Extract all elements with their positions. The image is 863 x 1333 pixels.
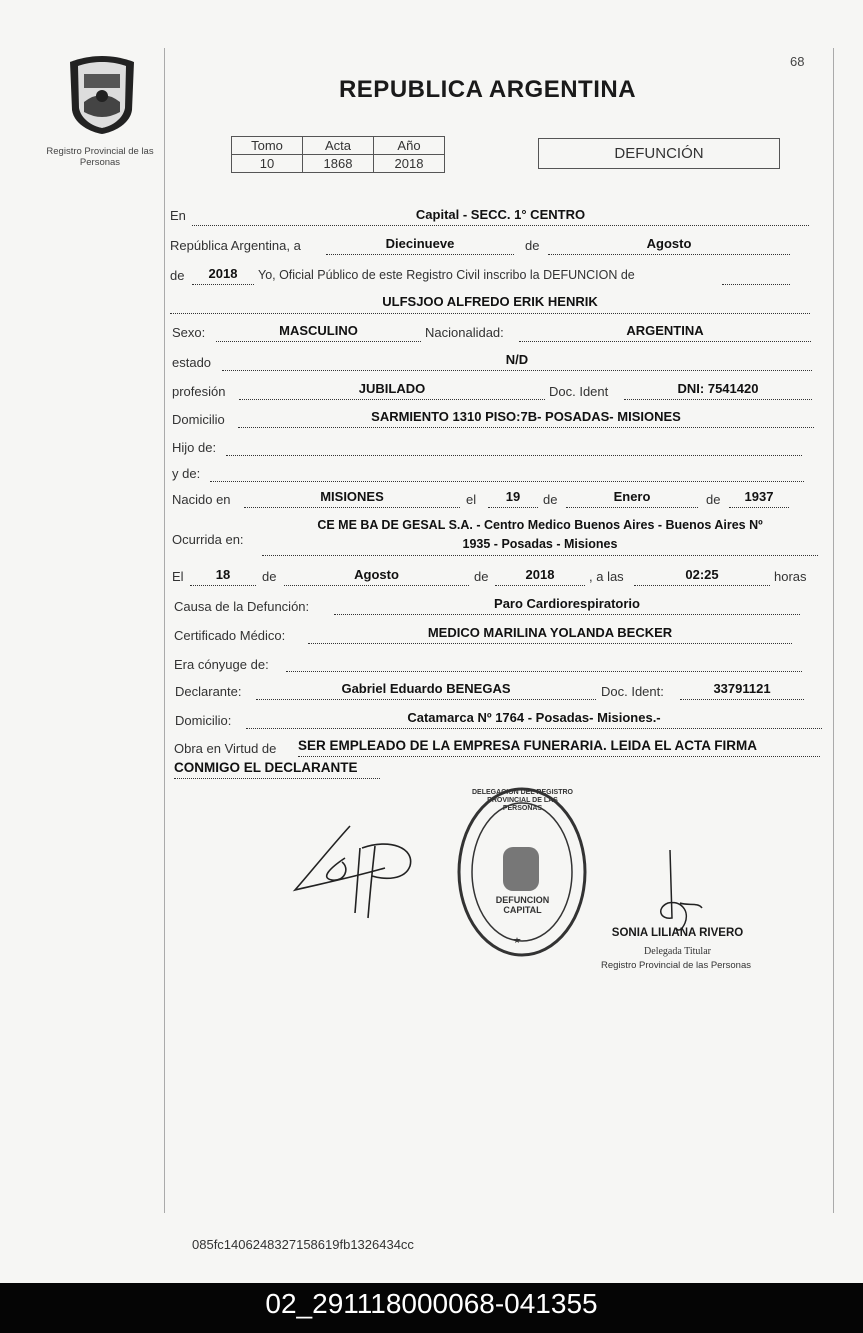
dotted-line — [495, 585, 585, 586]
field-decl-doc: 33791121 — [713, 681, 771, 696]
label-obra: Obra en Virtud de — [174, 741, 277, 756]
dotted-line — [284, 585, 469, 586]
label-causa: Causa de la Defunción: — [174, 599, 310, 614]
field-lugar: Capital - SECC. 1° CENTRO — [415, 207, 586, 222]
dotted-line — [216, 341, 421, 342]
dotted-line — [190, 585, 256, 586]
label-horas: horas — [774, 569, 807, 584]
field-decl-domicilio: Catamarca Nº 1764 - Posadas- Misiones.- — [407, 710, 661, 725]
field-def-hora: 02:25 — [685, 567, 719, 582]
dotted-line — [519, 341, 811, 342]
official-office: Registro Provincial de las Personas — [601, 960, 751, 971]
label-ocurrida-en: Ocurrida en: — [172, 532, 244, 547]
official-name: SONIA LILIANA RIVERO — [611, 927, 744, 939]
dotted-line — [308, 643, 792, 644]
dotted-line — [210, 481, 804, 482]
stamp-center-text: DEFUNCION CAPITAL — [495, 895, 550, 915]
field-doc: DNI: 7541420 — [677, 381, 759, 396]
label-doc-ident: Doc. Ident: — [601, 684, 664, 699]
acta-header: Acta — [303, 137, 374, 155]
field-obra-line1: SER EMPLEADO DE LA EMPRESA FUNERARIA. LEIDA EL ACTA FIRMA — [298, 738, 758, 753]
dotted-line — [326, 254, 514, 255]
label-y-de: y de: — [172, 466, 201, 481]
label-de: de — [474, 569, 489, 584]
dotted-line — [722, 284, 790, 285]
page-number: 68 — [790, 54, 805, 69]
label-profesion: profesión — [172, 384, 226, 399]
label-a-las: , a las — [589, 569, 624, 584]
field-def-dia: 18 — [215, 567, 231, 582]
label-de: de — [262, 569, 277, 584]
field-ocurrida-line2: 1935 - Posadas - Misiones — [462, 537, 618, 551]
field-obra-line2: CONMIGO EL DECLARANTE — [174, 760, 358, 775]
label-declarante: Declarante: — [175, 684, 242, 699]
dotted-line — [334, 614, 800, 615]
field-nacionalidad: ARGENTINA — [626, 323, 704, 338]
dotted-line — [729, 507, 789, 508]
label-doc-ident: Doc. Ident — [549, 384, 609, 399]
label-nacido-en: Nacido en — [172, 492, 231, 507]
label-en: En — [170, 208, 186, 223]
field-declarante: Gabriel Eduardo BENEGAS — [341, 681, 511, 696]
field-nacido-anio: 1937 — [744, 489, 774, 504]
label-de: de — [525, 238, 540, 253]
office-name: Registro Provincial de las Personas — [46, 146, 154, 168]
page-title: REPUBLICA ARGENTINA — [338, 76, 637, 103]
official-role: Delegada Titular — [644, 946, 711, 957]
label-hijo-de: Hijo de: — [172, 440, 217, 455]
acta-value: 1868 — [303, 155, 374, 173]
dotted-line — [170, 313, 810, 314]
stamp-ring-text: DELEGACION DEL REGISTRO PROVINCIAL DE LAS PERSONAS — [472, 789, 573, 812]
dotted-line — [244, 507, 460, 508]
dotted-line — [256, 699, 596, 700]
dotted-line — [488, 507, 538, 508]
field-certificado: MEDICO MARILINA YOLANDA BECKER — [427, 625, 673, 640]
declarant-signature — [290, 818, 430, 928]
field-anio: 2018 — [208, 266, 238, 281]
label-estado: estado — [172, 355, 212, 370]
field-nombre: ULFSJOO ALFREDO ERIK HENRIK — [382, 294, 598, 309]
dotted-line — [239, 399, 545, 400]
dotted-line — [192, 225, 809, 226]
official-signature — [650, 848, 710, 938]
label-conyuge: Era cónyuge de: — [174, 657, 269, 672]
field-nacido-lugar: MISIONES — [320, 489, 384, 504]
label-sexo: Sexo: — [172, 325, 206, 340]
dotted-line — [262, 555, 818, 556]
footer-id-bar: 02_291118000068-041355 — [0, 1283, 863, 1333]
label-de: de — [170, 268, 185, 283]
label-yo-oficial: Yo, Oficial Público de este Registro Civil inscribo la DEFUNCION de — [258, 268, 635, 282]
dotted-line — [192, 284, 254, 285]
dotted-line — [634, 585, 770, 586]
field-ocurrida-line1: CE ME BA DE GESAL S.A. - Centro Medico Buenos Aires - Buenos Aires Nº — [317, 518, 763, 532]
dotted-line — [680, 699, 804, 700]
province-seal-logo — [62, 52, 142, 136]
label-el: el — [466, 492, 477, 507]
field-def-anio: 2018 — [525, 567, 555, 582]
dotted-line — [566, 507, 698, 508]
field-sexo: MASCULINO — [279, 323, 358, 338]
field-causa: Paro Cardiorespiratorio — [494, 596, 640, 611]
label-domicilio: Domicilio: — [175, 713, 232, 728]
dotted-line — [222, 370, 812, 371]
dotted-line — [298, 756, 820, 757]
field-profesion: JUBILADO — [358, 381, 426, 396]
label-certificado: Certificado Médico: — [174, 628, 286, 643]
dotted-line — [238, 427, 814, 428]
label-nacionalidad: Nacionalidad: — [425, 325, 504, 340]
dotted-line — [624, 399, 812, 400]
document-hash: 085fc1406248327158619fb1326434cc — [192, 1237, 414, 1252]
tomo-value: 10 — [232, 155, 303, 173]
anio-value: 2018 — [374, 155, 445, 173]
label-de: de — [543, 492, 558, 507]
field-nacido-mes: Enero — [613, 489, 651, 504]
tomo-header: Tomo — [232, 137, 303, 155]
reference-table — [231, 136, 445, 173]
field-estado: N/D — [505, 352, 529, 367]
label-republica: República Argentina, a — [170, 238, 301, 253]
label-de: de — [706, 492, 721, 507]
dotted-line — [174, 778, 380, 779]
act-type-box: DEFUNCIÓN — [538, 138, 780, 169]
field-nacido-dia: 19 — [505, 489, 521, 504]
dotted-line — [286, 671, 802, 672]
field-domicilio: SARMIENTO 1310 PISO:7B- POSADAS- MISIONES — [371, 409, 681, 424]
label-el: El — [172, 569, 184, 584]
field-dia: Diecinueve — [385, 236, 455, 251]
label-domicilio: Domicilio — [172, 412, 225, 427]
official-stamp — [455, 785, 590, 960]
field-def-mes: Agosto — [354, 567, 399, 582]
dotted-line — [246, 728, 822, 729]
dotted-line — [226, 455, 802, 456]
field-mes: Agosto — [646, 236, 692, 251]
anio-header: Año — [374, 137, 445, 155]
dotted-line — [548, 254, 790, 255]
